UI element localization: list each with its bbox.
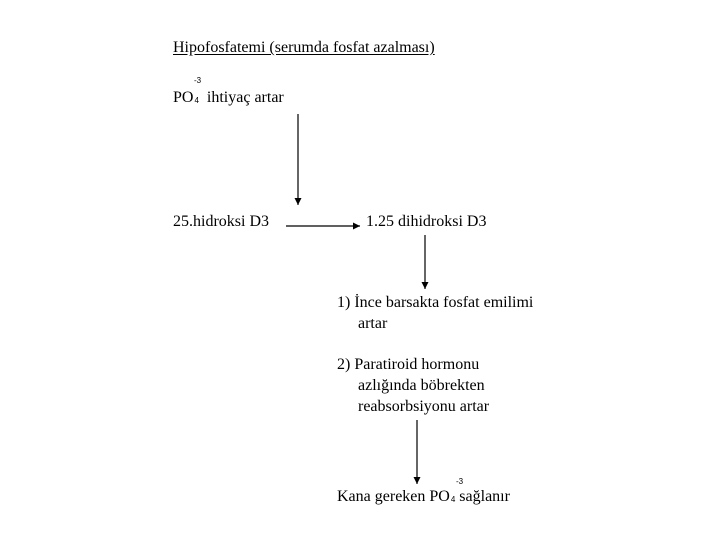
result-po4-charge-superscript: -3 bbox=[456, 477, 464, 486]
result-text-after: sağlanır bbox=[459, 488, 510, 505]
result-text-before: Kana gereken bbox=[337, 488, 426, 505]
hydroxy-d3-label: 25.hidroksi D3 bbox=[173, 213, 269, 230]
need-increases-text: ihtiyaç artar bbox=[206, 89, 284, 106]
effect-item-2-line-3: reabsorbsiyonu artar bbox=[358, 398, 490, 415]
diagram-title: Hipofosfatemi (serumda fosfat azalması) bbox=[173, 39, 435, 56]
po4-charge-superscript: -3 bbox=[194, 76, 202, 85]
effect-item-2-line-2: azlığında böbrekten bbox=[358, 377, 485, 394]
result-po4-subscript: 4 bbox=[450, 495, 456, 504]
effect-item-1-line-2: artar bbox=[358, 315, 388, 332]
result-po4-formula: PO bbox=[429, 488, 450, 505]
po4-formula: PO bbox=[173, 89, 194, 106]
effect-item-2-line-1: 2) Paratiroid hormonu bbox=[337, 356, 480, 373]
dihydroxy-d3-label: 1.25 dihidroksi D3 bbox=[366, 213, 487, 230]
effect-item-1-line-1: 1) İnce barsakta fosfat emilimi bbox=[337, 294, 534, 311]
po4-subscript: 4 bbox=[194, 96, 199, 105]
